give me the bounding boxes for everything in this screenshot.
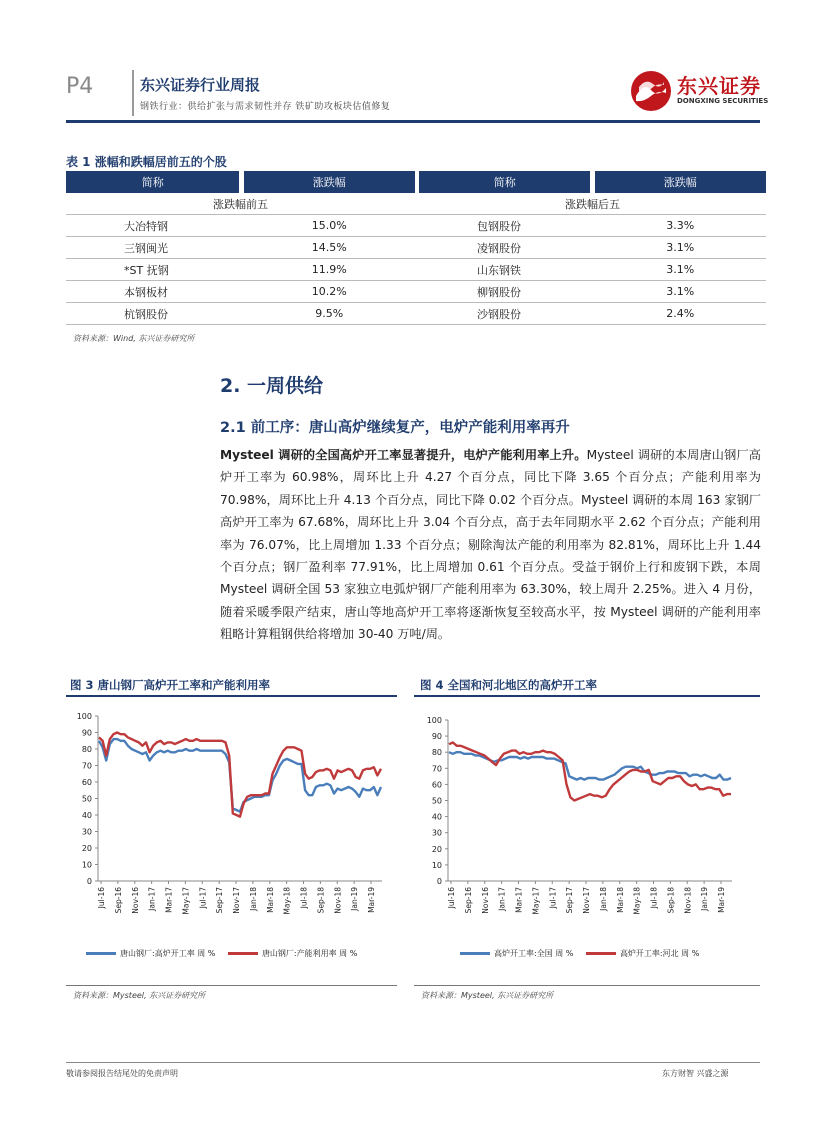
gainer-change: 9.5%: [244, 303, 415, 325]
company-logo: [630, 70, 769, 112]
legend-label: 唐山钢厂:高炉开工率 周 %: [120, 949, 216, 958]
figure-4-rule: [414, 695, 760, 697]
subheader-losers: 涨跌幅后五: [419, 193, 766, 215]
x-tick-label: Nov-18: [333, 887, 343, 914]
series-line-1: [449, 743, 731, 801]
y-tick-label: 70: [431, 764, 442, 774]
x-tick-label: Jul-18: [649, 887, 659, 909]
figure-3-chart: [66, 706, 397, 942]
legend-swatch-red: [228, 952, 258, 955]
y-tick-label: 100: [76, 712, 92, 721]
paragraph-lead: Mysteel 调研的全国高炉开工率显著提升，电炉产能利用率上升。: [220, 448, 587, 462]
page-number: P4: [66, 74, 94, 99]
y-tick-label: 40: [431, 812, 442, 822]
legend-label: 高炉开工率:全国 周 %: [494, 949, 574, 958]
section-title: 2. 一周供给: [220, 375, 324, 397]
gainer-change: 14.5%: [244, 237, 415, 259]
y-tick-label: 20: [81, 844, 92, 853]
x-tick-label: Sep-18: [666, 887, 676, 914]
loser-change: 3.1%: [595, 281, 766, 303]
x-tick-label: Jul-17: [198, 887, 208, 909]
loser-name: 凌钢股份: [419, 237, 590, 259]
x-tick-label: Nov-18: [683, 887, 693, 914]
figure-4-source: 资料来源：Mysteel, 东兴证券研究所: [421, 991, 554, 1000]
y-tick-label: 0: [436, 877, 442, 886]
report-subtitle: 钢铁行业：供给扩张与需求韧性并存 铁矿助攻板块估值修复: [140, 102, 391, 112]
x-tick-label: Jan-18: [248, 887, 258, 911]
x-tick-label: May-17: [531, 887, 541, 915]
x-tick-label: Mar-17: [514, 887, 524, 913]
x-tick-label: May-18: [282, 887, 292, 915]
x-tick-label: Sep-17: [215, 887, 225, 914]
y-tick-label: 100: [426, 716, 442, 725]
legend-swatch-red: [586, 952, 616, 955]
paragraph-body: Mysteel 调研的本周唐山钢厂高炉开工率为 60.98%，周环比上升 4.27 个百分点，同比下降 3.65 个百分点；产能利用率为 70.98%，周环比上升 4.13 个百分点，同比下降 0.02 个百分点。Mysteel 调研的本周 163 家钢厂高炉开工率为 67.68%，周环比上升 3.04 个百分点，高于去年同期水平 2.62 个百分点；产能利用率为 76.07%，比上周增加 1.33 个百分点；剔除淘汰产能的利用率为 82.81%，周环比上升 1.44 个百分点；钢厂盈利率 77.91%，比上周增加 0.61 个百分点。受益于钢价上行和废钢下跌，本周 Mysteel 调研全国 53 家独立电弧炉钢厂产能利用率为 63.30%，较上周升 2.25%。进入 4 月份，随着采暖季限产结束，唐山等地高炉开工率将逐渐恢复至较高水平，按 Mysteel 调研的产能利用率粗略计算粗钢供给将增加 30-40 万吨/周。: [220, 448, 761, 642]
figure-3-rule: [66, 695, 397, 697]
y-tick-label: 90: [81, 728, 92, 738]
figure-4-legend: [460, 948, 699, 959]
col-header-change-right: 涨跌幅: [595, 171, 766, 193]
y-tick-label: 60: [81, 778, 92, 787]
figure-4-chart: [414, 706, 760, 942]
col-header-name-left: 简称: [66, 171, 239, 193]
y-tick-label: 20: [431, 844, 442, 854]
figure-3-title: 图 3 唐山钢厂高炉开工率和产能利用率: [70, 678, 271, 692]
top-movers-table: [66, 171, 766, 325]
x-tick-label: Sep-17: [565, 887, 575, 914]
gainer-name: 三钢闽光: [66, 237, 239, 259]
series-line-0: [99, 739, 381, 812]
gainer-name: *ST 抚钢: [66, 259, 239, 281]
series-line-0: [449, 752, 731, 779]
logo-cn-text: 东兴证券: [677, 74, 761, 98]
y-tick-label: 80: [81, 745, 92, 754]
y-tick-label: 80: [431, 748, 442, 758]
x-tick-label: Nov-17: [232, 887, 241, 914]
y-tick-label: 50: [431, 796, 442, 806]
x-tick-label: Jan-19: [350, 887, 360, 911]
x-tick-label: May-17: [181, 887, 191, 915]
y-tick-label: 70: [81, 761, 92, 771]
y-tick-label: 90: [431, 732, 442, 742]
x-tick-label: Jan-19: [700, 887, 710, 911]
header-rule: [66, 120, 760, 123]
series-line-1: [99, 733, 381, 817]
x-tick-label: Jul-16: [447, 887, 456, 909]
table-row: [66, 303, 766, 325]
x-tick-label: Nov-16: [480, 887, 490, 914]
y-tick-label: 40: [81, 811, 92, 820]
y-tick-label: 0: [86, 877, 92, 886]
y-tick-label: 30: [431, 828, 442, 838]
figure-4-title: 图 4 全国和河北地区的高炉开工率: [420, 678, 598, 692]
x-tick-label: Mar-19: [717, 887, 726, 913]
loser-name: 山东钢铁: [419, 259, 590, 281]
x-tick-label: Sep-18: [316, 887, 326, 914]
table-row: [66, 259, 766, 281]
gainer-change: 10.2%: [244, 281, 415, 303]
x-tick-label: Sep-16: [463, 887, 473, 914]
x-tick-label: Jul-18: [299, 887, 309, 909]
loser-name: 包钢股份: [419, 215, 590, 237]
footer-rule: [66, 1062, 760, 1063]
table-row: [66, 215, 766, 237]
legend-label: 唐山钢厂:产能利用率 周 %: [261, 949, 358, 958]
y-tick-label: 10: [81, 860, 92, 870]
y-tick-label: 60: [431, 780, 442, 790]
report-title: 东兴证券行业周报: [140, 76, 261, 94]
loser-change: 3.1%: [595, 237, 766, 259]
x-tick-label: Mar-17: [164, 887, 174, 913]
loser-name: 柳钢股份: [419, 281, 590, 303]
loser-change: 3.3%: [595, 215, 766, 237]
gainer-name: 杭钢股份: [66, 303, 239, 325]
table-row: [66, 281, 766, 303]
header-divider: [132, 70, 134, 116]
figure-3-source: 资料来源：Mysteel, 东兴证券研究所: [73, 991, 206, 1000]
x-tick-label: Jul-16: [97, 887, 106, 909]
legend-swatch-blue: [460, 952, 490, 955]
x-tick-label: Nov-16: [130, 887, 140, 914]
x-tick-label: Nov-17: [582, 887, 591, 914]
gainer-change: 11.9%: [244, 259, 415, 281]
footer-slogan: 东方财智 兴盛之源: [662, 1069, 729, 1078]
logo-en-text: DONGXING SECURITIES: [677, 97, 769, 105]
logo-emblem-icon: [630, 70, 672, 112]
x-tick-label: Mar-18: [265, 887, 275, 913]
table-title: 表 1 涨幅和跌幅居前五的个股: [66, 155, 227, 169]
x-tick-label: Mar-19: [367, 887, 376, 913]
subheader-gainers: 涨跌幅前五: [66, 193, 415, 215]
figure-3-source-rule: [66, 985, 397, 986]
figure-3-legend: [86, 948, 357, 959]
legend-label: 高炉开工率:河北 周 %: [619, 949, 700, 958]
x-tick-label: Sep-16: [113, 887, 123, 914]
subsection-title: 2.1 前工序：唐山高炉继续复产，电炉产能利用率再升: [220, 420, 570, 436]
x-tick-label: Jan-18: [598, 887, 608, 911]
x-tick-label: Jan-17: [497, 887, 507, 911]
x-tick-label: Jan-17: [147, 887, 157, 911]
table-source: 资料来源：Wind, 东兴证券研究所: [73, 334, 195, 343]
y-tick-label: 30: [81, 827, 92, 837]
gainer-name: 大冶特钢: [66, 215, 239, 237]
x-tick-label: Mar-18: [615, 887, 625, 913]
disclaimer-note: 敬请参阅报告结尾处的免责声明: [66, 1069, 178, 1078]
gainer-change: 15.0%: [244, 215, 415, 237]
col-header-name-right: 简称: [419, 171, 590, 193]
loser-change: 2.4%: [595, 303, 766, 325]
x-tick-label: May-18: [632, 887, 642, 915]
legend-swatch-blue: [86, 952, 116, 955]
loser-name: 沙钢股份: [419, 303, 590, 325]
body-paragraph: [220, 444, 761, 646]
y-tick-label: 10: [431, 860, 442, 870]
figure-4-source-rule: [414, 985, 760, 986]
col-header-change-left: 涨跌幅: [244, 171, 415, 193]
x-tick-label: Jul-17: [548, 887, 558, 909]
gainer-name: 本钢板材: [66, 281, 239, 303]
y-tick-label: 50: [81, 794, 92, 804]
table-row: [66, 237, 766, 259]
loser-change: 3.1%: [595, 259, 766, 281]
